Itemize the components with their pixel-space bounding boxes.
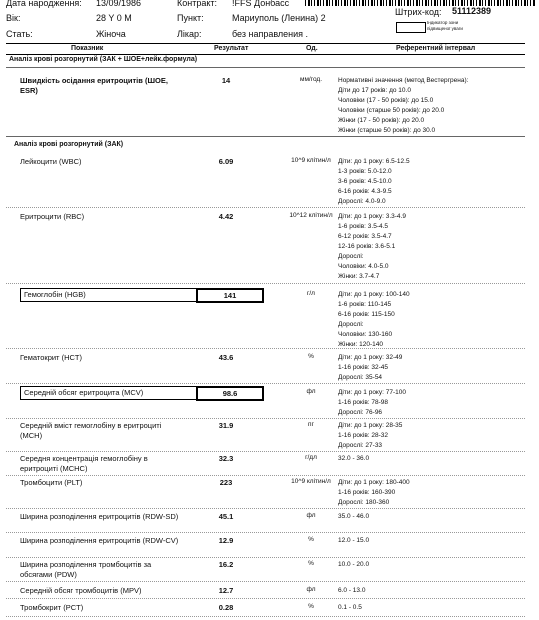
col-unit: Од.	[306, 45, 318, 52]
point-value: Мариуполь (Ленина) 2	[232, 13, 326, 23]
row-result: 43.6	[218, 353, 234, 362]
row-reference: 0.1 - 0.5	[338, 604, 362, 611]
row-unit: %	[308, 603, 314, 610]
row-reference: Діти: до 1 року: 77-100 1-16 років: 78-98 Дорослі: 76-96	[338, 389, 406, 416]
barcode-value: 51112389	[452, 6, 492, 16]
col-indicator: Показник	[71, 45, 104, 52]
row-result: 32.3	[218, 454, 234, 463]
row-unit: 10^9 клітин/л	[291, 478, 331, 485]
divider	[6, 283, 525, 284]
row-unit: %	[308, 560, 314, 567]
sex-value: Жіноча	[96, 29, 126, 39]
divider	[6, 581, 525, 582]
row-unit: г/дл	[305, 454, 317, 461]
row-reference: 12.0 - 15.0	[338, 537, 370, 544]
row-unit: 10^9 клітин/л	[291, 157, 331, 164]
divider	[6, 136, 525, 137]
row-unit: %	[308, 536, 314, 543]
col-result: Результат	[214, 45, 249, 52]
doctor-label: Лікар:	[177, 29, 202, 39]
row-name: Лейкоцити (WBC)	[20, 157, 82, 166]
barcode-image	[305, 0, 535, 6]
row-result: 12.9	[218, 536, 234, 545]
row-result: 12.7	[218, 586, 234, 595]
row-reference: 6.0 - 13.0	[338, 587, 366, 594]
row-result: 0.28	[218, 603, 234, 612]
row-reference: 32.0 - 36.0	[338, 455, 370, 462]
col-reference: Референтний інтервал	[396, 45, 476, 52]
row-name: Ширина розподілення еритроцитів (RDW-SD)	[20, 512, 179, 521]
row-unit: пг	[308, 421, 314, 428]
divider	[6, 616, 525, 617]
row-reference: Нормативні значення (метод Вестергрена): Діти до 17 років: до 10.0 Чоловіки (17 - 50 років): до 15.0 Чоловіки (старше 50 років): до 20.0 Жінки (17 - 50 років): до 20.0 Жінки (старше 50 років): до 30.0	[338, 77, 469, 134]
row-unit: фл	[306, 512, 316, 519]
row-result: 16.2	[218, 560, 234, 569]
row-result: 14	[221, 76, 231, 85]
table-column-header	[6, 43, 525, 55]
contract-label: Контракт:	[177, 0, 218, 8]
row-reference: 35.0 - 46.0	[338, 513, 370, 520]
row-reference: Діти: до 1 року: 100-140 1-6 років: 110-145 6-16 років: 115-150 Дорослі: Чоловіки: 130-160 Жінки: 120-140	[338, 291, 410, 348]
indicator-caption: Індикатор зони підвищеної уваги	[427, 20, 463, 31]
row-result: 141	[196, 288, 264, 303]
row-name: Середня концентрація гемоглобіну в еритроциті (MCHC)	[20, 454, 148, 473]
row-unit: фл	[306, 586, 316, 593]
row-unit: %	[308, 353, 314, 360]
row-reference: Діти: до 1 року: 32-49 1-16 років: 32-45 Дорослі: 35-54	[338, 354, 403, 381]
row-name: Гемоглобін (HGB)	[20, 288, 198, 302]
divider	[6, 598, 525, 599]
row-reference: Діти: до 1 року: 180-400 1-16 років: 160-390 Дорослі: 180-360	[338, 479, 410, 506]
divider	[6, 383, 525, 384]
age-value: 28 Y 0 M	[96, 13, 132, 23]
row-reference: Діти: до 1 року: 28-35 1-16 років: 28-32 Дорослі: 27-33	[338, 422, 403, 449]
sex-label: Стать:	[6, 29, 33, 39]
row-name: Швидкість осідання еритроцитів (ШОЕ, ESR)	[20, 76, 168, 95]
divider	[6, 418, 525, 419]
row-name: Гематокрит (HCT)	[20, 353, 82, 362]
section1-title: Аналіз крові розгорнутий (ЗАК + ШОЕ+лейк.формула)	[9, 56, 198, 63]
row-name: Еритроцити (RBC)	[20, 212, 85, 221]
dob-value: 13/09/1986	[96, 0, 142, 8]
divider	[6, 557, 525, 558]
divider	[6, 532, 525, 533]
divider	[6, 475, 525, 476]
row-result: 98.6	[196, 386, 264, 401]
table-row-esr	[6, 76, 525, 136]
age-label: Вік:	[6, 13, 21, 23]
row-result: 223	[219, 478, 233, 487]
row-name: Ширина розподілення тромбоцитів за обсягами (PDW)	[20, 560, 152, 579]
row-name: Ширина розподілення еритроцитів (RDW-CV)	[20, 536, 179, 545]
row-name: Тромбокрит (PCT)	[20, 603, 84, 612]
divider	[6, 451, 525, 452]
divider	[6, 348, 525, 349]
divider	[6, 508, 525, 509]
attention-indicator-box	[396, 22, 426, 33]
row-result: 4.42	[218, 212, 234, 221]
divider	[6, 207, 525, 208]
row-name: Середній обсяг тромбоцитів (MPV)	[20, 586, 142, 595]
point-label: Пункт:	[177, 13, 204, 23]
row-reference: Діти: до 1 року: 3.3-4.9 1-6 років: 3.5-4.5 6-12 років: 3.5-4.7 12-16 років: 3.6-5.1 Дорослі: Чоловіки: 4.0-5.0 Жінки: 3.7-4.7	[338, 213, 406, 280]
row-unit: 10^12 клітин/л	[289, 212, 333, 219]
row-reference: Діти: до 1 року: 6.5-12.5 1-3 років: 5.0-12.0 3-6 років: 4.5-10.0 6-16 років: 4.3-9.5 Дорослі: 4.0-9.0	[338, 158, 410, 205]
row-name: Середній обсяг еритроцита (MCV)	[20, 386, 198, 400]
row-result: 45.1	[218, 512, 234, 521]
row-result: 31.9	[218, 421, 234, 430]
row-name: Середній вміст гемоглобіну в еритроциті (MCH)	[20, 421, 162, 440]
row-result: 6.09	[218, 157, 234, 166]
doctor-value: без направления .	[232, 29, 309, 39]
section2-title: Аналіз крові розгорнутий (ЗАК)	[14, 141, 124, 148]
row-unit: фл	[306, 388, 316, 395]
barcode-label: Штрих-код:	[395, 7, 442, 17]
row-unit: мм/год.	[299, 76, 323, 83]
contract-value: !FFS Донбасс	[232, 0, 290, 8]
dob-label: Дата народження:	[6, 0, 82, 8]
row-name: Тромбоцити (PLT)	[20, 478, 83, 487]
row-reference: 10.0 - 20.0	[338, 561, 370, 568]
divider	[6, 67, 525, 68]
row-unit: г/л	[307, 290, 315, 297]
